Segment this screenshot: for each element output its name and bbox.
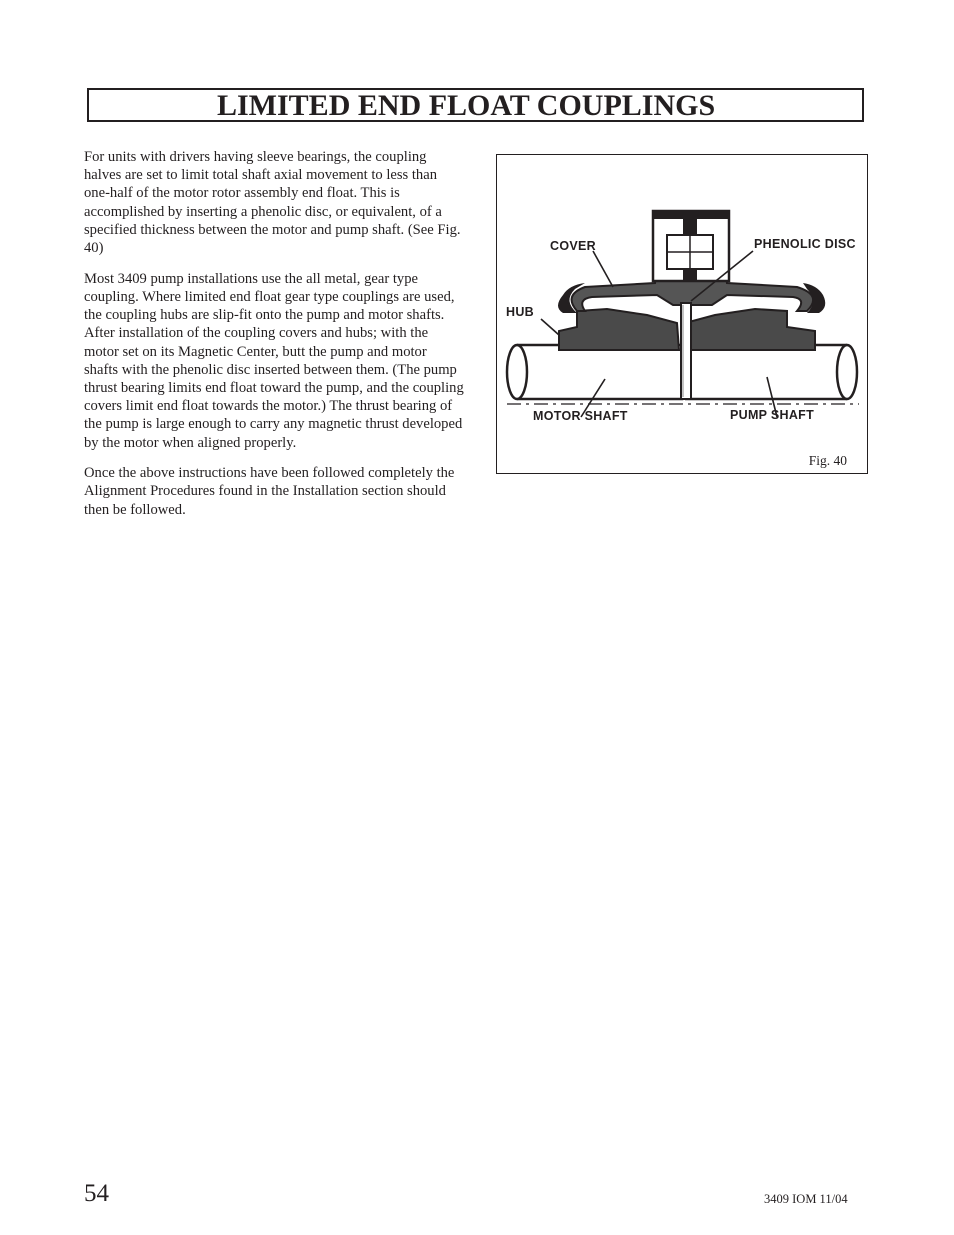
page-title-box	[87, 88, 864, 122]
document-code: 3409 IOM 11/04	[764, 1192, 848, 1206]
label-motor-shaft: MOTOR SHAFT	[533, 409, 628, 423]
label-hub: HUB	[506, 305, 534, 319]
coupling-figure	[496, 154, 868, 474]
label-pump-shaft: PUMP SHAFT	[730, 408, 815, 422]
label-phenolic-disc: PHENOLIC DISC	[754, 237, 856, 251]
page-number: 54	[84, 1180, 109, 1207]
paragraph-3: Once the above instructions have been followed completely the Alignment Procedures found in the Installation section should then be followed.	[84, 465, 455, 518]
figure-caption: Fig. 40	[808, 453, 847, 468]
body-text	[84, 148, 464, 531]
bolt-flange-drawing	[653, 211, 729, 281]
coupling-diagram	[497, 155, 866, 472]
page-title: LIMITED END FLOAT COUPLINGS	[217, 89, 716, 122]
paragraph-2: Most 3409 pump installations use the all metal, gear type coupling. Where limited end float gear type couplings are used, the coupling hubs are slip-fit onto the pump and motor shafts. After installation of the coupling covers and hubs; with the motor set on its Magnetic Center, butt the pump and motor shafts with the phenolic disc inserted between them. (The pump thrust bearing limits end float toward the pump, and the coupling covers limit end float towards the motor.) The thrust bearing of the pump is large enough to carry any magnetic thrust developed by the motor when aligned properly.	[84, 270, 464, 451]
paragraph-1: For units with drivers having sleeve bearings, the coupling halves are set to limit total shaft axial movement to less than one-half of the motor rotor assembly end float. This is accomplished by inserting a phenolic disc, or equivalent, of a specified thickness between the motor and pump shaft. (See Fig. 40)	[84, 149, 461, 257]
motor-shaft-drawing	[507, 345, 682, 399]
label-cover: COVER	[550, 239, 596, 253]
